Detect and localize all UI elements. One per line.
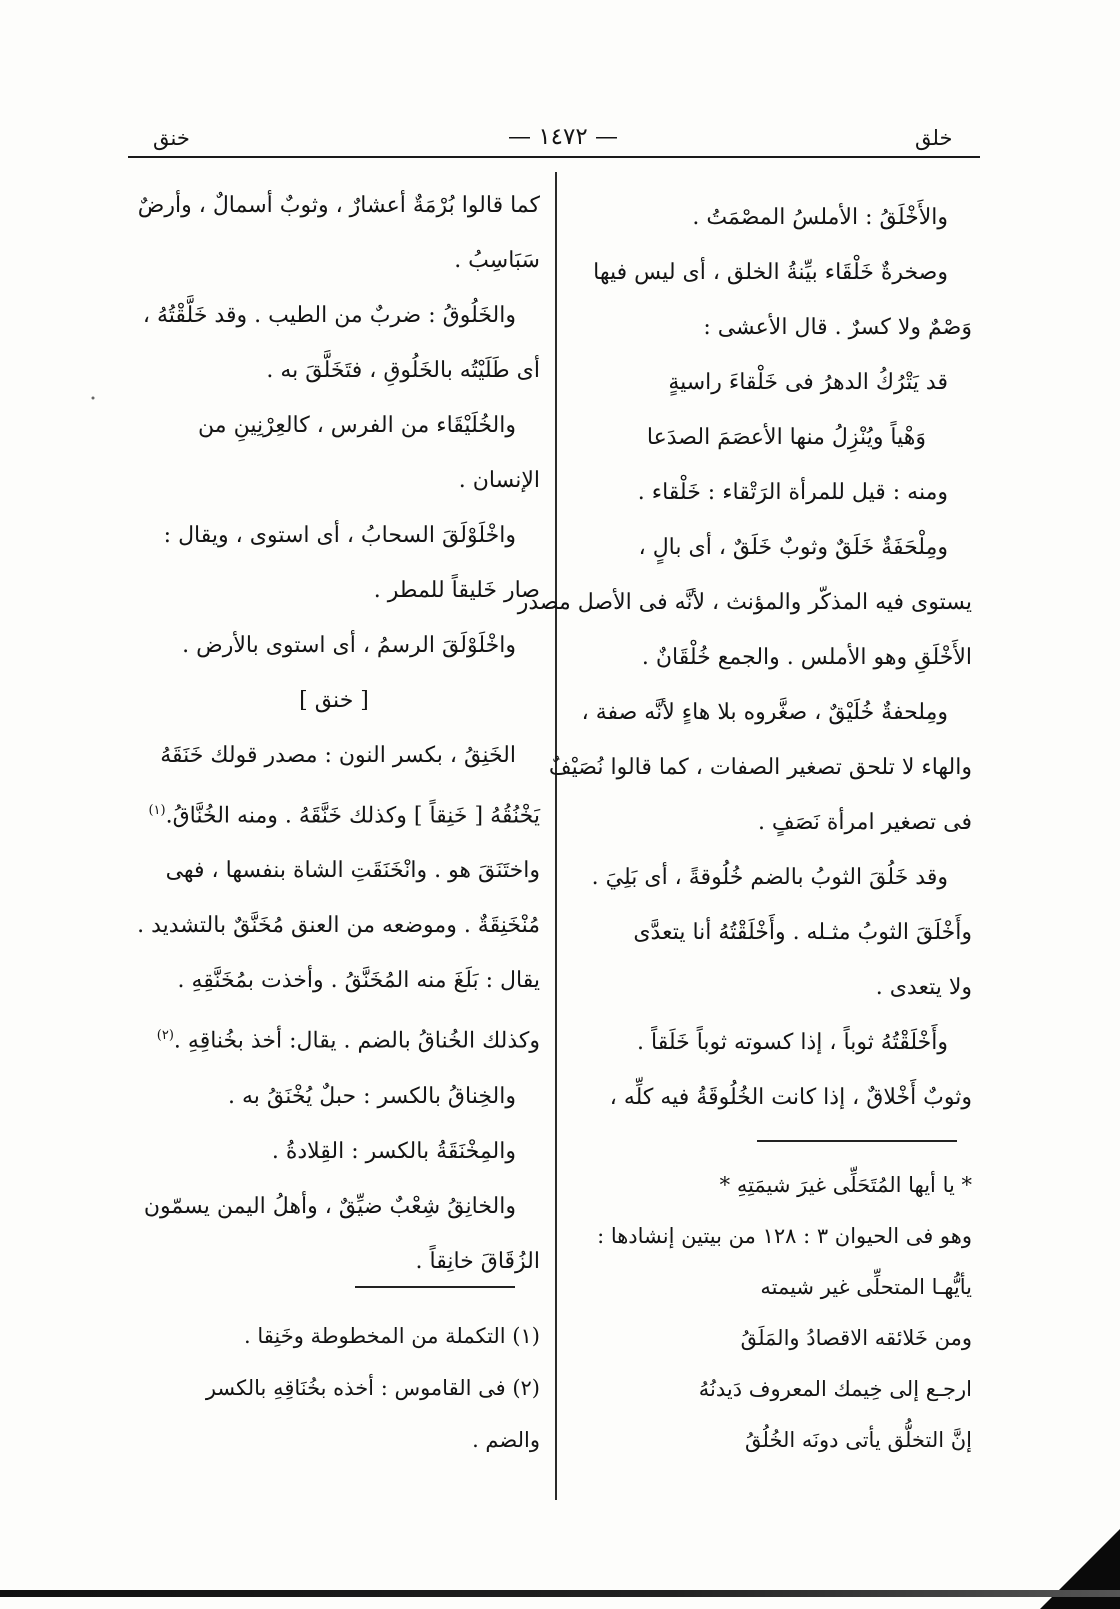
text-line: وأَخْلَقَ الثوبُ مثـله . وأَخْلَقْتُهُ أنا يتعدَّى: [633, 920, 972, 945]
footnote-verse: إنَّ التخلُّق يأتى دونَه الخُلُقُ: [745, 1428, 972, 1452]
text-line: والمِخْنَقَةُ بالكسر : القِلادةُ .: [271, 1138, 516, 1164]
text-line: مُنْخَنِقَةٌ . وموضعه من العنق مُخَنَّقٌ بالتشديد .: [137, 913, 540, 939]
text-line: وَصْمٌ ولا كسرٌ . قال الأعشى :: [703, 315, 972, 340]
text-line: وأَخْلَقْتُهُ ثوباً ، إذا كسوته ثوباً خَلَقاً .: [637, 1030, 948, 1055]
text-line: أى طَلَيْتُه بالخَلُوقِ ، فتَخَلَّقَ به .: [266, 358, 540, 383]
footnote-line: (٢) فى القاموس : أخذه بخُنَاقِهِ بالكسر: [205, 1376, 540, 1400]
footnote-line: وهو فى الحيوان ٣ : ١٢٨ من بيتين إنشادها :: [597, 1224, 972, 1248]
verse-line: قد يَتْرُكُ الدهرُ فى خَلْقاءَ راسيةٍ: [668, 370, 948, 395]
left-column: [128, 178, 540, 1289]
text-line: والخانِقُ شِعْبٌ ضيِّقٌ ، وأهلُ اليمن يسمّون: [143, 1193, 516, 1219]
scan-edge: [0, 1590, 1120, 1597]
left-footnote: [128, 1310, 540, 1466]
text-line: والخَلُوقُ : ضربٌ من الطيب . وقد خَلَّقْتُهُ ،: [142, 303, 516, 328]
text-line: يقال : بَلَغَ منه المُخَنَّقُ . وأخذت بمُخَنَّقِهِ .: [177, 968, 540, 994]
text-line: الزُقَاقَ خانِقاً .: [415, 1248, 540, 1274]
text-line: وقد خَلُقَ الثوبُ بالضم خُلُوقةً ، أى بَلِيَ .: [591, 865, 948, 890]
footnote-verse: ومن خَلائقه الاقصادُ والمَلَقُ: [740, 1326, 972, 1350]
footnote-line: (١) التكملة من المخطوطة وخَنِقا .: [244, 1324, 540, 1348]
footnote-rule-right: [757, 1140, 957, 1142]
text-line: وصخرةٌ خَلْقَاء بيِّنةُ الخلق ، أى ليس فيها: [593, 260, 948, 285]
right-footnote: [570, 1160, 972, 1466]
footnote-line: * يا أيها المُتَحَلِّى غيرَ شيمَتِهِ *: [719, 1173, 972, 1197]
text-line: واخْلَوْلَقَ الرسمُ ، أى استوى بالأرض .: [182, 633, 516, 658]
text-line: والخِناقُ بالكسر : حبلٌ يُخْنَقُ به .: [228, 1083, 516, 1109]
text-line: فى تصغير امرأة نَصَفٍ .: [757, 810, 972, 835]
text-line: كما قالوا بُرْمَةٌ أعشارٌ ، وثوبٌ أسمالٌ ، وأرضٌ: [137, 193, 540, 218]
text-line: صار خَليقاً للمطر .: [373, 578, 540, 603]
page-number: — ١٤٧٢ —: [508, 124, 619, 150]
footnote-line: والضم .: [472, 1428, 540, 1452]
text-line: سَبَاسِبُ .: [454, 248, 540, 273]
footnote-rule-left: [355, 1286, 515, 1288]
text-line: ومِلحفةٌ خُلَيْقٌ ، صغَّروه بلا هاءٍ لأنَّه صفة ،: [581, 700, 948, 725]
footnote-verse: ارجـع إلى خِيمك المعروف دَيدنُهُ: [698, 1377, 972, 1401]
text-line: ومِلْحَفَةٌ خَلَقٌ وثوبٌ خَلَقٌ ، أى بالٍ ،: [638, 535, 948, 560]
text-line: واختَنَقَ هو . وانْخَنَقَتِ الشاة بنفسها ، فهى: [165, 858, 540, 884]
text-line: والخُلَيْقَاء من الفرس ، كالعِرْنِينِ من: [198, 413, 516, 438]
text-line: وكذلك الخُناقُ بالضم . يقال: أخذ بخُناقِهِ .$^{(٢)}$: [156, 1028, 540, 1054]
scan-speck: [90, 395, 96, 401]
text-line: ولا يتعدى .: [875, 975, 972, 1000]
footnote-verse: يأيُّهـا المتحلِّى غير شيمته: [760, 1275, 972, 1299]
footnote-ref: (١): [148, 803, 166, 818]
header-rule: [128, 156, 980, 158]
verse-line: وَهْياً ويُنْزِلُ منها الأعصَمَ الصدَعا: [646, 425, 926, 450]
text-line: والهاء لا تلحق تصغير الصفات ، كما قالوا نُصَيْفٌ: [548, 755, 972, 780]
text-line: الخَنِقُ ، بكسر النون : مصدر قولك خَنَقَهُ: [160, 743, 516, 768]
text-line: ومنه : قيل للمرأة الرَتْقاء : خَلْقاء .: [637, 480, 948, 505]
column-divider: [555, 172, 557, 1500]
text-line: يستوى فيه المذكّر والمؤنث ، لأنَّه فى الأصل مصدر: [517, 590, 972, 615]
text-line: واخْلَوْلَقَ السحابُ ، أى استوى ، ويقال :: [163, 523, 516, 548]
text-line: الإنسان .: [458, 468, 540, 493]
entry-heading: [ خنق ]: [299, 688, 369, 713]
text-line: الأَخْلَقِ وهو الأملس . والجمع خُلْقَانٌ .: [641, 645, 972, 670]
text-line: يَخْنُقُهُ [ خَنِقاً ] وكذلك خَنَّقَهُ . ومنه الخُنَّاقُ.$^{(١)}$: [148, 803, 540, 829]
text-line: والأَخْلَقُ : الأملسُ المصْمَتُ .: [692, 205, 948, 230]
text-line: وثوبٌ أَخْلاقٌ ، إذا كانت الخُلُوقَةُ فيه كلِّه ،: [609, 1085, 972, 1110]
header-left-word: خنق: [153, 126, 190, 150]
right-column: [517, 190, 972, 1125]
header-right-word: خلق: [915, 126, 953, 150]
footnote-ref: (٢): [156, 1028, 174, 1044]
